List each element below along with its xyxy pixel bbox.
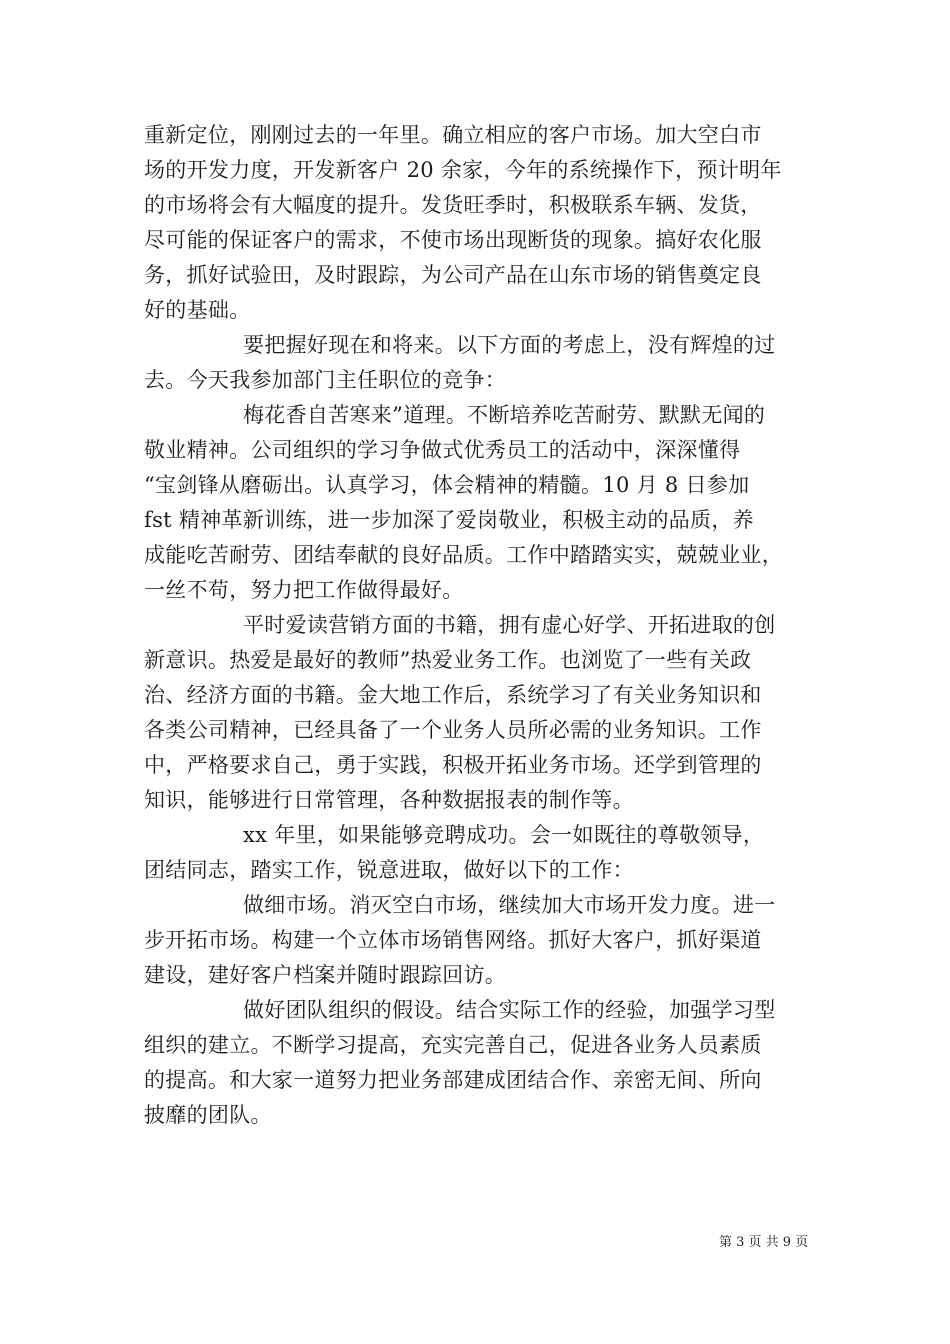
- text-line: “宝剑锋从磨砺出。认真学习，体会精神的精髓。10 月 8 日参加: [144, 473, 750, 497]
- text-line: 做好团队组织的假设。结合实际工作的经验，加强学习型: [243, 998, 776, 1022]
- text-line: 一丝不苟，努力把工作做得最好。: [144, 578, 464, 602]
- text-line: 去。今天我参加部门主任职位的竞争：: [144, 368, 507, 392]
- text-line: 场的开发力度，开发新客户 20 余家，今年的系统操作下，预计明年: [144, 158, 782, 182]
- paragraph-2: [144, 328, 824, 398]
- paragraph-3: [144, 398, 824, 608]
- text-line: 组织的建立。不断学习提高，充实完善自己，促进各业务人员素质: [144, 1033, 762, 1057]
- text-line: fst 精神革新训练，进一步加深了爱岗敬业，积极主动的品质，养: [144, 508, 754, 532]
- text-line: 敬业精神。公司组织的学习争做式优秀员工的活动中，深深懂得: [144, 438, 741, 462]
- text-line: 的提高。和大家一道努力把业务部建成团结合作、亲密无间、所向: [144, 1068, 762, 1092]
- text-line: 做细市场。消灭空白市场，继续加大市场开发力度。进一: [243, 893, 776, 917]
- text-line: 各类公司精神，已经具备了一个业务人员所必需的业务知识。工作: [144, 718, 762, 742]
- text-line: 梅花香自苦寒来”道理。不断培养吃苦耐劳、默默无闻的: [243, 403, 766, 427]
- text-line: 重新定位，刚刚过去的一年里。确立相应的客户市场。加大空白市: [144, 123, 762, 147]
- text-line: 步开拓市场。构建一个立体市场销售网络。抓好大客户，抓好渠道: [144, 928, 762, 952]
- paragraph-5: [144, 818, 824, 888]
- text-line: 建设，建好客户档案并随时跟踪回访。: [144, 963, 507, 987]
- text-line: 治、经济方面的书籍。金大地工作后，系统学习了有关业务知识和: [144, 683, 762, 707]
- paragraph-1: [144, 118, 824, 328]
- text-line: 新意识。热爱是最好的教师”热爱业务工作。也浏览了一些有关政: [144, 648, 752, 672]
- text-line: 务，抓好试验田，及时跟踪，为公司产品在山东市场的销售奠定良: [144, 263, 762, 287]
- paragraph-7: [144, 993, 824, 1133]
- text-line: xx 年里，如果能够竞聘成功。会一如既往的尊敬领导，: [243, 823, 765, 847]
- text-line: 知识，能够进行日常管理，各种数据报表的制作等。: [144, 788, 634, 812]
- text-line: 披靡的团队。: [144, 1103, 272, 1127]
- text-line: 中，严格要求自己，勇于实践，积极开拓业务市场。还学到管理的: [144, 753, 762, 777]
- page-number: 第 3 页 共 9 页: [719, 1235, 809, 1250]
- text-line: 成能吃苦耐劳、团结奉献的良好品质。工作中踏踏实实，兢兢业业，: [144, 543, 783, 567]
- text-line: 好的基础。: [144, 298, 251, 322]
- text-line: 要把握好现在和将来。以下方面的考虑上，没有辉煌的过: [243, 333, 776, 357]
- text-line: 尽可能的保证客户的需求，不使市场出现断货的现象。搞好农化服: [144, 228, 762, 252]
- paragraph-4: [144, 608, 824, 818]
- document-body: [144, 118, 824, 1133]
- text-line: 平时爱读营销方面的书籍，拥有虚心好学、开拓进取的创: [243, 613, 776, 637]
- text-line: 的市场将会有大幅度的提升。发货旺季时，积极联系车辆、发货，: [144, 193, 762, 217]
- paragraph-6: [144, 888, 824, 993]
- text-line: 团结同志，踏实工作，锐意进取，做好以下的工作：: [144, 858, 634, 882]
